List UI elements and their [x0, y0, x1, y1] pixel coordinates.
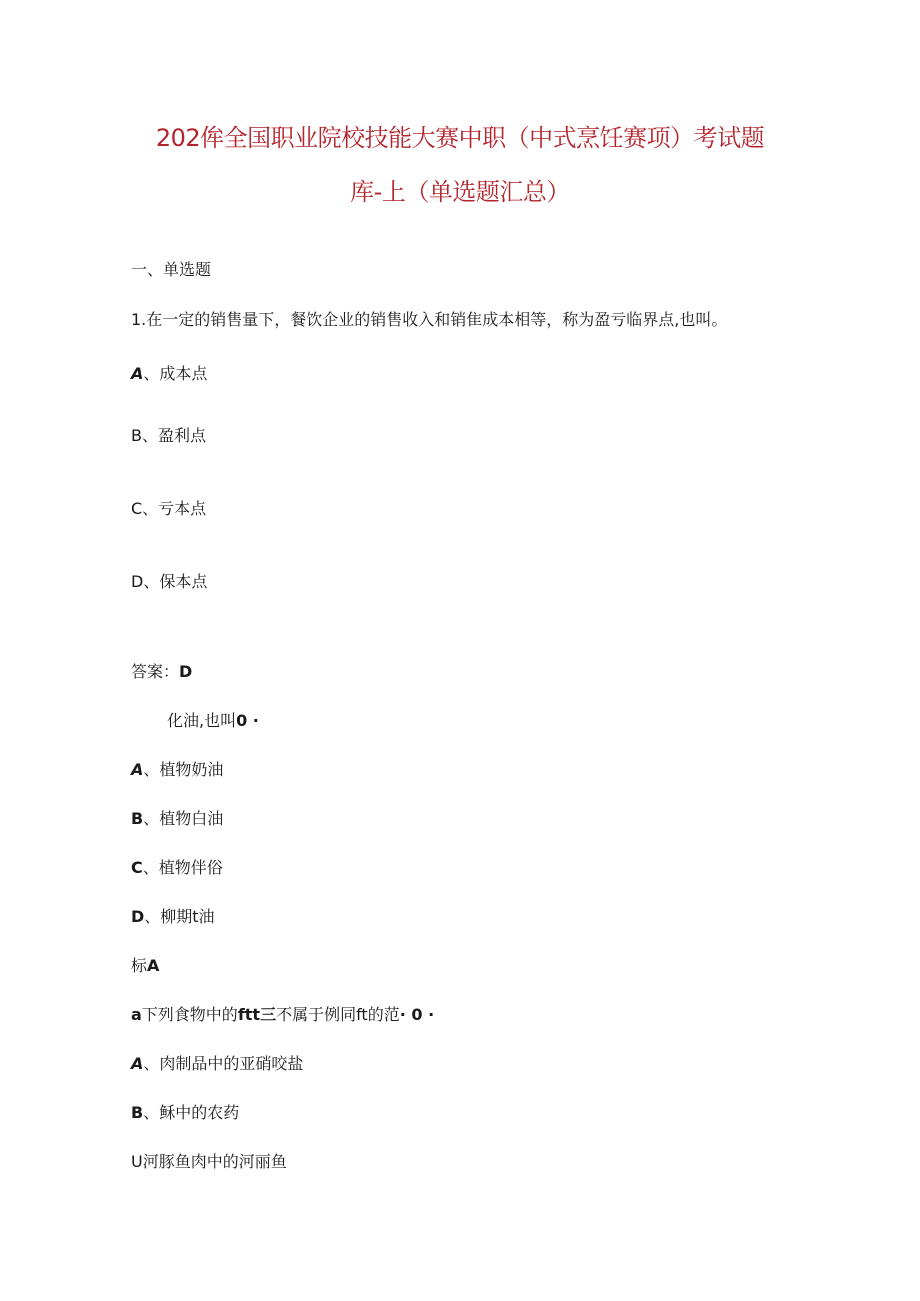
question-2-option-b — [131, 806, 223, 829]
option-text: 、亏本点 — [142, 499, 207, 518]
option-text: 、盈利点 — [141, 426, 206, 445]
question-2-answer — [131, 953, 159, 976]
option-letter: C — [131, 499, 143, 518]
question-1-option-c — [131, 496, 206, 519]
question-3-option-c-partial: U河豚鱼肉中的河丽鱼 — [131, 1152, 287, 1171]
stem-tail: · 0 · — [399, 1005, 435, 1024]
option-text: 、肉制品中的亚硝咬盐 — [143, 1054, 304, 1073]
option-letter: B — [131, 809, 144, 828]
question-1-option-a — [131, 361, 207, 384]
option-text: 、保本点 — [143, 572, 208, 591]
question-2-option-c — [131, 855, 223, 878]
answer-label: 答案： — [131, 662, 180, 681]
option-letter: D — [131, 907, 145, 926]
option-letter: D — [131, 572, 144, 591]
question-3-option-b — [131, 1100, 239, 1123]
option-text: 、成本点 — [143, 364, 208, 383]
option-letter: A — [131, 760, 144, 779]
stem-bold: ftt三 — [237, 1005, 277, 1024]
stem-prefix: a — [131, 1005, 142, 1024]
question-3-stem — [131, 1002, 434, 1025]
stem-tail: 0 · — [236, 711, 259, 730]
answer-value: A — [147, 956, 160, 975]
option-text: 、植物伴俗 — [142, 858, 223, 877]
option-text: 、柳期t油 — [144, 907, 215, 926]
option-text: 、植物奶油 — [143, 760, 224, 779]
document-title-line-1: 202侔全国职业院校技能大赛中职（中式烹饪赛项）考试题 — [155, 124, 765, 152]
answer-value: D — [179, 662, 193, 681]
option-letter: C — [131, 858, 143, 877]
document-title-line-2: 库-上（单选题汇总） — [350, 178, 570, 206]
option-letter: B — [131, 1103, 144, 1122]
question-1-stem: 1.在一定的销售量下，餐饮企业的销售收入和销隹成本相等，称为盈亏临界点,也叫。 — [131, 310, 728, 329]
option-letter: A — [131, 364, 144, 383]
stem-text-2: 不属于例同ft的范 — [276, 1005, 400, 1024]
answer-label: 标 — [131, 956, 148, 975]
question-2-option-a — [131, 757, 223, 780]
question-2-stem — [167, 708, 259, 731]
question-1-option-b — [131, 423, 206, 446]
question-1-option-d — [131, 569, 207, 592]
question-1-answer — [131, 659, 192, 682]
option-text: 、植物白油 — [143, 809, 224, 828]
section-heading: 一、单选题 — [131, 260, 212, 279]
question-2-option-d — [131, 904, 215, 927]
stem-text: 下列食物中的 — [141, 1005, 238, 1024]
stem-text: 化油,也叫 — [167, 711, 237, 730]
question-3-option-a — [131, 1051, 303, 1074]
option-letter: B — [131, 426, 142, 445]
option-text: 、稣中的农药 — [143, 1103, 240, 1122]
option-letter: A — [131, 1054, 144, 1073]
